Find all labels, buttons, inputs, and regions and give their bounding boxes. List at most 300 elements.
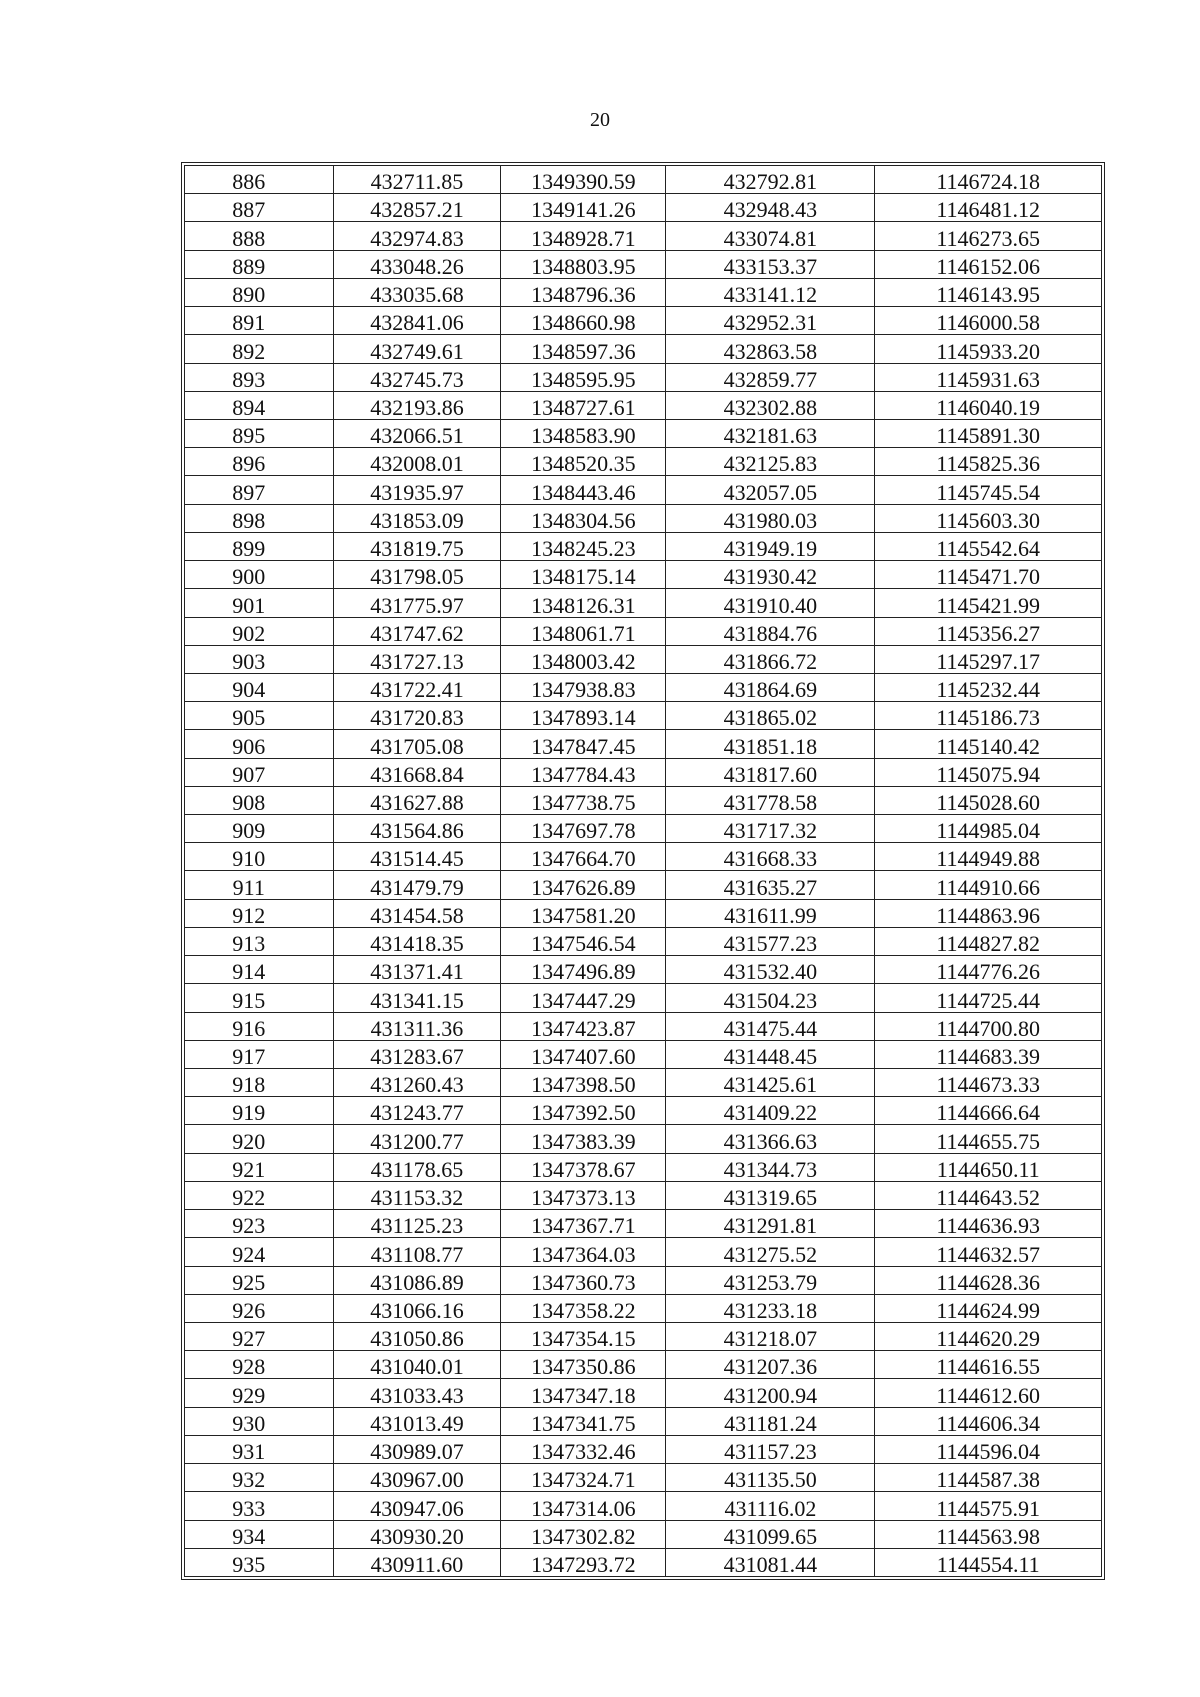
table-row [185,194,1102,222]
table-row [185,1407,1102,1435]
coord-4-cell: 1145891.30 [875,419,1102,447]
coord-1-cell: 430947.06 [333,1492,501,1520]
point-number-cell: 922 [185,1181,334,1209]
table-row [185,871,1102,899]
coord-1-cell: 431311.36 [333,1012,501,1040]
table-row [185,419,1102,447]
table-row [185,730,1102,758]
point-number-cell: 915 [185,984,334,1012]
coord-3-cell: 431778.58 [666,786,875,814]
point-number-cell: 886 [185,166,334,194]
coord-1-cell: 430930.20 [333,1520,501,1548]
coord-2-cell: 1348595.95 [501,363,666,391]
coord-1-cell: 431086.89 [333,1266,501,1294]
table-row [185,1266,1102,1294]
coord-4-cell: 1145825.36 [875,448,1102,476]
coord-4-cell: 1145933.20 [875,335,1102,363]
table-row [185,1153,1102,1181]
coord-4-cell: 1145028.60 [875,786,1102,814]
coord-3-cell: 431910.40 [666,589,875,617]
coord-4-cell: 1144624.99 [875,1294,1102,1322]
coord-2-cell: 1347392.50 [501,1097,666,1125]
coord-3-cell: 431980.03 [666,504,875,532]
coord-2-cell: 1347354.15 [501,1322,666,1350]
point-number-cell: 930 [185,1407,334,1435]
coord-4-cell: 1144606.34 [875,1407,1102,1435]
table-row [185,532,1102,560]
table-row [185,617,1102,645]
coord-2-cell: 1348520.35 [501,448,666,476]
point-number-cell: 933 [185,1492,334,1520]
coord-1-cell: 431727.13 [333,645,501,673]
point-number-cell: 919 [185,1097,334,1125]
coord-3-cell: 431099.65 [666,1520,875,1548]
coord-4-cell: 1145542.64 [875,532,1102,560]
point-number-cell: 906 [185,730,334,758]
coord-4-cell: 1144636.93 [875,1210,1102,1238]
table-row [185,166,1102,194]
coord-4-cell: 1145603.30 [875,504,1102,532]
coord-4-cell: 1144620.29 [875,1322,1102,1350]
coord-2-cell: 1348443.46 [501,476,666,504]
coord-3-cell: 431344.73 [666,1153,875,1181]
point-number-cell: 935 [185,1548,334,1576]
coord-2-cell: 1347302.82 [501,1520,666,1548]
table-row [185,561,1102,589]
coord-3-cell: 431717.32 [666,815,875,843]
coord-3-cell: 431081.44 [666,1548,875,1576]
table-row [185,335,1102,363]
coord-3-cell: 431409.22 [666,1097,875,1125]
coord-4-cell: 1145297.17 [875,645,1102,673]
point-number-cell: 932 [185,1464,334,1492]
coord-3-cell: 431635.27 [666,871,875,899]
table-row [185,1097,1102,1125]
coord-4-cell: 1144587.38 [875,1464,1102,1492]
point-number-cell: 889 [185,250,334,278]
coord-1-cell: 431798.05 [333,561,501,589]
coord-4-cell: 1145471.70 [875,561,1102,589]
coord-4-cell: 1144985.04 [875,815,1102,843]
coord-4-cell: 1144655.75 [875,1125,1102,1153]
coord-2-cell: 1347360.73 [501,1266,666,1294]
coord-1-cell: 431720.83 [333,702,501,730]
coord-2-cell: 1349141.26 [501,194,666,222]
coord-1-cell: 431705.08 [333,730,501,758]
coord-1-cell: 431050.86 [333,1322,501,1350]
table-row [185,758,1102,786]
coord-3-cell: 431884.76 [666,617,875,645]
coord-2-cell: 1348928.71 [501,222,666,250]
coord-1-cell: 432749.61 [333,335,501,363]
point-number-cell: 897 [185,476,334,504]
coord-2-cell: 1347893.14 [501,702,666,730]
coord-3-cell: 431207.36 [666,1351,875,1379]
coord-4-cell: 1144563.98 [875,1520,1102,1548]
coord-3-cell: 431319.65 [666,1181,875,1209]
table-row [185,1520,1102,1548]
coord-3-cell: 431116.02 [666,1492,875,1520]
table-row [185,815,1102,843]
coord-3-cell: 431865.02 [666,702,875,730]
coord-2-cell: 1347293.72 [501,1548,666,1576]
table-row [185,222,1102,250]
coord-1-cell: 431033.43 [333,1379,501,1407]
coord-2-cell: 1347784.43 [501,758,666,786]
point-number-cell: 908 [185,786,334,814]
coord-4-cell: 1144949.88 [875,843,1102,871]
table-row [185,1294,1102,1322]
point-number-cell: 914 [185,956,334,984]
coord-2-cell: 1347407.60 [501,1040,666,1068]
coordinate-table-body [185,166,1102,1577]
coord-2-cell: 1347626.89 [501,871,666,899]
coord-1-cell: 431853.09 [333,504,501,532]
coord-1-cell: 431722.41 [333,673,501,701]
coord-2-cell: 1347364.03 [501,1238,666,1266]
coord-1-cell: 431819.75 [333,532,501,560]
coord-2-cell: 1347347.18 [501,1379,666,1407]
point-number-cell: 896 [185,448,334,476]
coord-2-cell: 1347367.71 [501,1210,666,1238]
coord-3-cell: 431577.23 [666,927,875,955]
coord-1-cell: 433035.68 [333,278,501,306]
coord-4-cell: 1144673.33 [875,1069,1102,1097]
coord-3-cell: 431291.81 [666,1210,875,1238]
coord-1-cell: 431627.88 [333,786,501,814]
coord-3-cell: 431532.40 [666,956,875,984]
coord-2-cell: 1348597.36 [501,335,666,363]
coord-2-cell: 1348803.95 [501,250,666,278]
coord-1-cell: 433048.26 [333,250,501,278]
point-number-cell: 903 [185,645,334,673]
point-number-cell: 920 [185,1125,334,1153]
coord-1-cell: 431108.77 [333,1238,501,1266]
coord-1-cell: 431418.35 [333,927,501,955]
point-number-cell: 925 [185,1266,334,1294]
coord-2-cell: 1347332.46 [501,1435,666,1463]
coord-2-cell: 1348061.71 [501,617,666,645]
point-number-cell: 895 [185,419,334,447]
coord-2-cell: 1348245.23 [501,532,666,560]
coord-3-cell: 432952.31 [666,307,875,335]
coord-4-cell: 1144776.26 [875,956,1102,984]
point-number-cell: 928 [185,1351,334,1379]
coord-4-cell: 1144666.64 [875,1097,1102,1125]
coord-1-cell: 431514.45 [333,843,501,871]
point-number-cell: 900 [185,561,334,589]
coord-3-cell: 431930.42 [666,561,875,589]
coord-3-cell: 431668.33 [666,843,875,871]
coord-4-cell: 1144643.52 [875,1181,1102,1209]
coord-3-cell: 431504.23 [666,984,875,1012]
table-row [185,1322,1102,1350]
point-number-cell: 894 [185,391,334,419]
table-row [185,1435,1102,1463]
coord-3-cell: 432181.63 [666,419,875,447]
coord-2-cell: 1347697.78 [501,815,666,843]
coord-3-cell: 431851.18 [666,730,875,758]
point-number-cell: 923 [185,1210,334,1238]
point-number-cell: 907 [185,758,334,786]
coord-2-cell: 1347738.75 [501,786,666,814]
coord-2-cell: 1349390.59 [501,166,666,194]
point-number-cell: 911 [185,871,334,899]
coord-4-cell: 1145421.99 [875,589,1102,617]
coord-1-cell: 432193.86 [333,391,501,419]
table-row [185,1069,1102,1097]
coord-4-cell: 1145140.42 [875,730,1102,758]
table-row [185,391,1102,419]
coord-3-cell: 431425.61 [666,1069,875,1097]
point-number-cell: 916 [185,1012,334,1040]
coord-3-cell: 431866.72 [666,645,875,673]
point-number-cell: 893 [185,363,334,391]
coord-3-cell: 431218.07 [666,1322,875,1350]
table-row [185,786,1102,814]
coord-1-cell: 431775.97 [333,589,501,617]
coord-1-cell: 431200.77 [333,1125,501,1153]
coord-2-cell: 1348660.98 [501,307,666,335]
coord-3-cell: 432948.43 [666,194,875,222]
point-number-cell: 934 [185,1520,334,1548]
coord-2-cell: 1347398.50 [501,1069,666,1097]
coord-2-cell: 1347581.20 [501,899,666,927]
coord-2-cell: 1348796.36 [501,278,666,306]
coord-4-cell: 1146481.12 [875,194,1102,222]
coord-3-cell: 431200.94 [666,1379,875,1407]
coord-1-cell: 432974.83 [333,222,501,250]
point-number-cell: 891 [185,307,334,335]
coord-4-cell: 1146273.65 [875,222,1102,250]
coord-4-cell: 1144628.36 [875,1266,1102,1294]
table-row [185,1548,1102,1576]
coord-4-cell: 1145745.54 [875,476,1102,504]
coord-4-cell: 1144683.39 [875,1040,1102,1068]
coord-4-cell: 1144700.80 [875,1012,1102,1040]
coord-1-cell: 432711.85 [333,166,501,194]
coord-3-cell: 432302.88 [666,391,875,419]
table-row [185,984,1102,1012]
table-row [185,307,1102,335]
coord-2-cell: 1347447.29 [501,984,666,1012]
coord-4-cell: 1144612.60 [875,1379,1102,1407]
coord-3-cell: 431366.63 [666,1125,875,1153]
coord-2-cell: 1347358.22 [501,1294,666,1322]
coord-4-cell: 1146724.18 [875,166,1102,194]
coord-2-cell: 1347546.54 [501,927,666,955]
coord-2-cell: 1347383.39 [501,1125,666,1153]
table-row [185,956,1102,984]
point-number-cell: 901 [185,589,334,617]
coord-4-cell: 1145232.44 [875,673,1102,701]
point-number-cell: 887 [185,194,334,222]
coord-4-cell: 1145186.73 [875,702,1102,730]
coord-4-cell: 1144632.57 [875,1238,1102,1266]
point-number-cell: 909 [185,815,334,843]
coord-4-cell: 1146143.95 [875,278,1102,306]
page-number: 20 [590,109,610,131]
coord-1-cell: 431153.32 [333,1181,501,1209]
coord-2-cell: 1348175.14 [501,561,666,589]
table-row [185,1040,1102,1068]
coord-4-cell: 1145356.27 [875,617,1102,645]
coord-1-cell: 431564.86 [333,815,501,843]
table-row [185,1492,1102,1520]
coord-1-cell: 431341.15 [333,984,501,1012]
coord-4-cell: 1146000.58 [875,307,1102,335]
table-row [185,250,1102,278]
coord-2-cell: 1347314.06 [501,1492,666,1520]
coord-4-cell: 1144650.11 [875,1153,1102,1181]
table-row [185,589,1102,617]
point-number-cell: 926 [185,1294,334,1322]
table-row [185,1210,1102,1238]
table-row [185,1379,1102,1407]
table-row [185,899,1102,927]
coord-4-cell: 1144863.96 [875,899,1102,927]
coord-2-cell: 1348727.61 [501,391,666,419]
point-number-cell: 888 [185,222,334,250]
coord-3-cell: 432863.58 [666,335,875,363]
point-number-cell: 892 [185,335,334,363]
coord-3-cell: 433141.12 [666,278,875,306]
table-row [185,673,1102,701]
coord-2-cell: 1348304.56 [501,504,666,532]
coord-1-cell: 430967.00 [333,1464,501,1492]
table-row [185,927,1102,955]
point-number-cell: 927 [185,1322,334,1350]
table-row [185,702,1102,730]
point-number-cell: 899 [185,532,334,560]
point-number-cell: 902 [185,617,334,645]
coord-1-cell: 432857.21 [333,194,501,222]
coordinate-table [184,165,1102,1577]
point-number-cell: 929 [185,1379,334,1407]
coord-1-cell: 431371.41 [333,956,501,984]
table-row [185,504,1102,532]
coord-2-cell: 1347350.86 [501,1351,666,1379]
coord-1-cell: 431066.16 [333,1294,501,1322]
table-row [185,448,1102,476]
coord-2-cell: 1347496.89 [501,956,666,984]
coord-1-cell: 430989.07 [333,1435,501,1463]
coord-1-cell: 432066.51 [333,419,501,447]
coord-2-cell: 1347341.75 [501,1407,666,1435]
coord-4-cell: 1144554.11 [875,1548,1102,1576]
table-row [185,843,1102,871]
table-row [185,1464,1102,1492]
coord-3-cell: 431864.69 [666,673,875,701]
coord-1-cell: 431013.49 [333,1407,501,1435]
coord-2-cell: 1347324.71 [501,1464,666,1492]
coord-2-cell: 1347378.67 [501,1153,666,1181]
coord-4-cell: 1144596.04 [875,1435,1102,1463]
coord-1-cell: 431178.65 [333,1153,501,1181]
coord-1-cell: 431283.67 [333,1040,501,1068]
coord-3-cell: 431611.99 [666,899,875,927]
table-row [185,1012,1102,1040]
coord-1-cell: 432745.73 [333,363,501,391]
coord-4-cell: 1146152.06 [875,250,1102,278]
coord-3-cell: 431135.50 [666,1464,875,1492]
coord-3-cell: 431949.19 [666,532,875,560]
coord-2-cell: 1348583.90 [501,419,666,447]
coord-2-cell: 1347938.83 [501,673,666,701]
coord-1-cell: 431243.77 [333,1097,501,1125]
table-row [185,645,1102,673]
table-row [185,363,1102,391]
coord-4-cell: 1144575.91 [875,1492,1102,1520]
coord-3-cell: 432057.05 [666,476,875,504]
coord-2-cell: 1347423.87 [501,1012,666,1040]
coord-1-cell: 431260.43 [333,1069,501,1097]
coord-3-cell: 431253.79 [666,1266,875,1294]
point-number-cell: 917 [185,1040,334,1068]
coord-1-cell: 431040.01 [333,1351,501,1379]
coord-1-cell: 432841.06 [333,307,501,335]
coord-3-cell: 433074.81 [666,222,875,250]
coord-3-cell: 432125.83 [666,448,875,476]
point-number-cell: 913 [185,927,334,955]
table-row [185,1238,1102,1266]
point-number-cell: 924 [185,1238,334,1266]
coord-2-cell: 1348126.31 [501,589,666,617]
coord-2-cell: 1348003.42 [501,645,666,673]
coord-1-cell: 431479.79 [333,871,501,899]
coord-3-cell: 431817.60 [666,758,875,786]
table-row [185,1351,1102,1379]
point-number-cell: 921 [185,1153,334,1181]
point-number-cell: 918 [185,1069,334,1097]
point-number-cell: 912 [185,899,334,927]
coord-3-cell: 431157.23 [666,1435,875,1463]
coord-3-cell: 431475.44 [666,1012,875,1040]
coord-4-cell: 1144827.82 [875,927,1102,955]
point-number-cell: 910 [185,843,334,871]
coord-1-cell: 431454.58 [333,899,501,927]
coord-4-cell: 1146040.19 [875,391,1102,419]
coord-1-cell: 432008.01 [333,448,501,476]
table-row [185,1181,1102,1209]
coord-3-cell: 432792.81 [666,166,875,194]
coord-4-cell: 1145931.63 [875,363,1102,391]
point-number-cell: 931 [185,1435,334,1463]
coord-3-cell: 433153.37 [666,250,875,278]
table-row [185,476,1102,504]
coord-3-cell: 431275.52 [666,1238,875,1266]
coord-3-cell: 431233.18 [666,1294,875,1322]
point-number-cell: 890 [185,278,334,306]
coord-4-cell: 1144910.66 [875,871,1102,899]
point-number-cell: 905 [185,702,334,730]
coordinate-table-frame [181,162,1105,1580]
coord-4-cell: 1144616.55 [875,1351,1102,1379]
coord-4-cell: 1144725.44 [875,984,1102,1012]
coord-1-cell: 431668.84 [333,758,501,786]
coord-2-cell: 1347847.45 [501,730,666,758]
coord-4-cell: 1145075.94 [875,758,1102,786]
coord-1-cell: 431747.62 [333,617,501,645]
point-number-cell: 898 [185,504,334,532]
coord-1-cell: 430911.60 [333,1548,501,1576]
coord-3-cell: 431448.45 [666,1040,875,1068]
coord-3-cell: 431181.24 [666,1407,875,1435]
coord-2-cell: 1347373.13 [501,1181,666,1209]
point-number-cell: 904 [185,673,334,701]
coord-1-cell: 431935.97 [333,476,501,504]
coord-2-cell: 1347664.70 [501,843,666,871]
